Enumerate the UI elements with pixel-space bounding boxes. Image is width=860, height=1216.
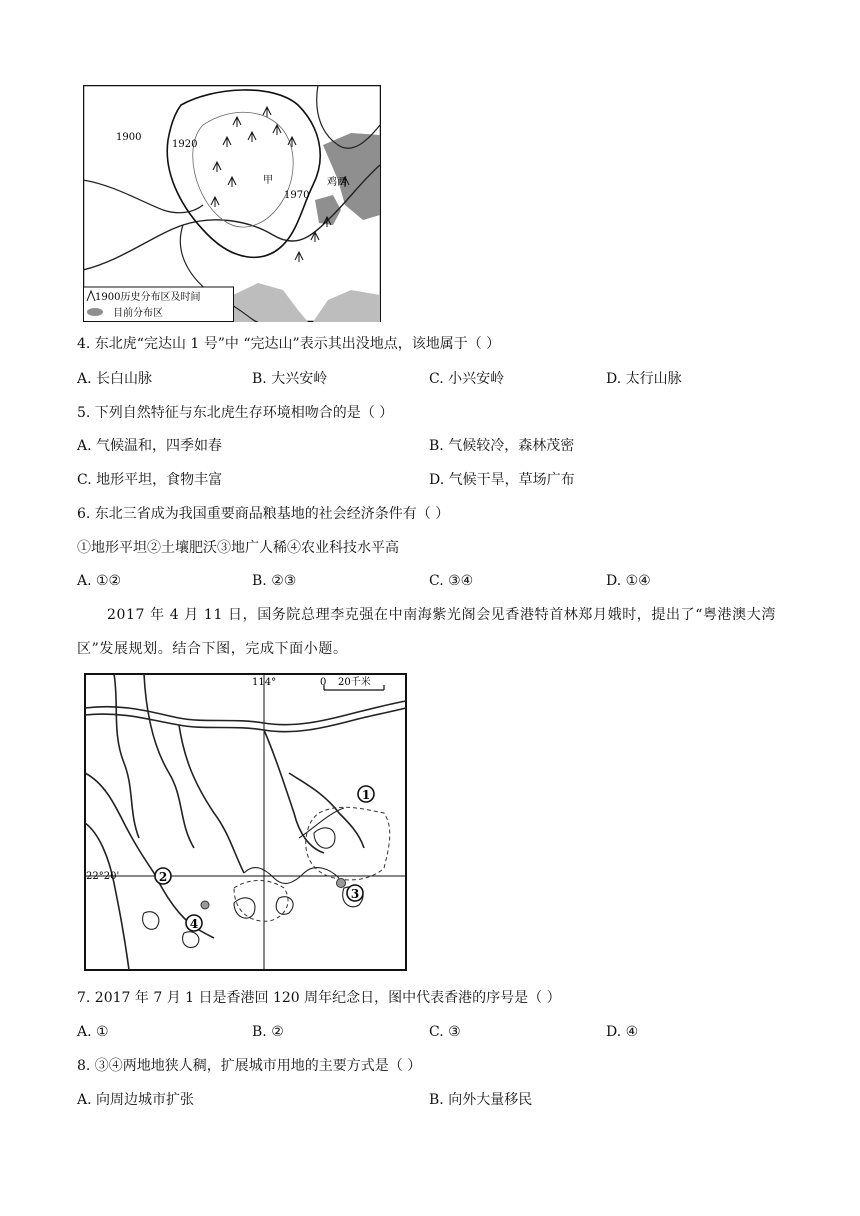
map1-label-1970: 1970	[284, 190, 310, 201]
question-8-option-b[interactable]: B. 向外大量移民	[429, 1092, 533, 1108]
marker-2-label: 2	[158, 870, 168, 884]
scale-label: 20千米	[338, 677, 371, 688]
question-4-option-d[interactable]: D. 太行山脉	[606, 371, 682, 387]
question-4-stem: 4. 东北虎“完达山 1 号”中 “完达山”表示其出没地点，该地属于（ ）	[77, 336, 501, 352]
question-6-statements: ①地形平坦②土壤肥沃③地广人稀④农业科技水平高	[77, 540, 399, 556]
question-4-option-c[interactable]: C. 小兴安岭	[429, 371, 505, 387]
question-5-option-d[interactable]: D. 气候干旱，草场广布	[429, 472, 575, 488]
legend-historic-label: 1900历史分布区及时间	[95, 292, 201, 303]
question-6-option-c[interactable]: C. ③④	[429, 573, 474, 589]
map1-label-jixi: 鸡西	[327, 177, 347, 188]
question-6-stem: 6. 东北三省成为我国重要商品粮基地的社会经济条件有（ ）	[77, 506, 450, 522]
question-6-option-d[interactable]: D. ①④	[606, 573, 651, 589]
scale-zero: 0	[320, 677, 327, 688]
question-7-option-d[interactable]: D. ④	[606, 1024, 639, 1040]
question-7-stem: 7. 2017 年 7 月 1 日是香港回 120 周年纪念日，图中代表香港的序号是（ ）	[77, 990, 561, 1006]
question-5-option-b[interactable]: B. 气候较冷，森林茂密	[429, 438, 575, 454]
map1-label-1920: 1920	[172, 139, 198, 150]
marker-1	[358, 786, 374, 802]
tiger-distribution-map	[83, 85, 381, 322]
longitude-label: 114°	[252, 677, 277, 688]
question-8-stem: 8. ③④两地地狭人稠，扩展城市用地的主要方式是（ ）	[77, 1058, 422, 1074]
question-4-option-b[interactable]: B. 大兴安岭	[252, 371, 328, 387]
marker-3-label: 3	[350, 887, 360, 901]
marker-4	[186, 915, 202, 931]
question-5-stem: 5. 下列自然特征与东北虎生存环境相吻合的是（ ）	[77, 405, 394, 421]
question-7-option-b[interactable]: B. ②	[252, 1024, 284, 1040]
map1-label-jia: 甲	[263, 175, 273, 186]
intro-text: 2017 年 4 月 11 日，国务院总理李克强在中南海紫光阁会见香港特首林郑月娥时，提出了“粤港澳大湾区”发展规划。结合下图，完成下面小题。	[77, 607, 776, 657]
latitude-label: 22°20'	[86, 871, 120, 882]
greater-bay-area-map	[84, 673, 407, 971]
marker-2	[155, 868, 171, 884]
map1-label-1900: 1900	[116, 132, 142, 143]
question-7-option-a[interactable]: A. ①	[77, 1024, 109, 1040]
marker-4-label: 4	[189, 917, 199, 931]
question-7-option-c[interactable]: C. ③	[429, 1024, 461, 1040]
question-6-option-a[interactable]: A. ①②	[77, 573, 122, 589]
legend-current-icon	[87, 308, 103, 316]
marker-3	[347, 885, 363, 901]
greater-bay-area-intro	[77, 598, 792, 666]
marker-1-label: 1	[361, 788, 371, 802]
legend-current-label: 目前分布区	[113, 308, 163, 319]
question-5-option-c[interactable]: C. 地形平坦，食物丰富	[77, 472, 223, 488]
question-4-option-a[interactable]: A. 长白山脉	[77, 371, 153, 387]
question-8-option-a[interactable]: A. 向周边城市扩张	[77, 1092, 195, 1108]
question-5-option-a[interactable]: A. 气候温和，四季如春	[77, 438, 223, 454]
question-6-option-b[interactable]: B. ②③	[252, 573, 297, 589]
